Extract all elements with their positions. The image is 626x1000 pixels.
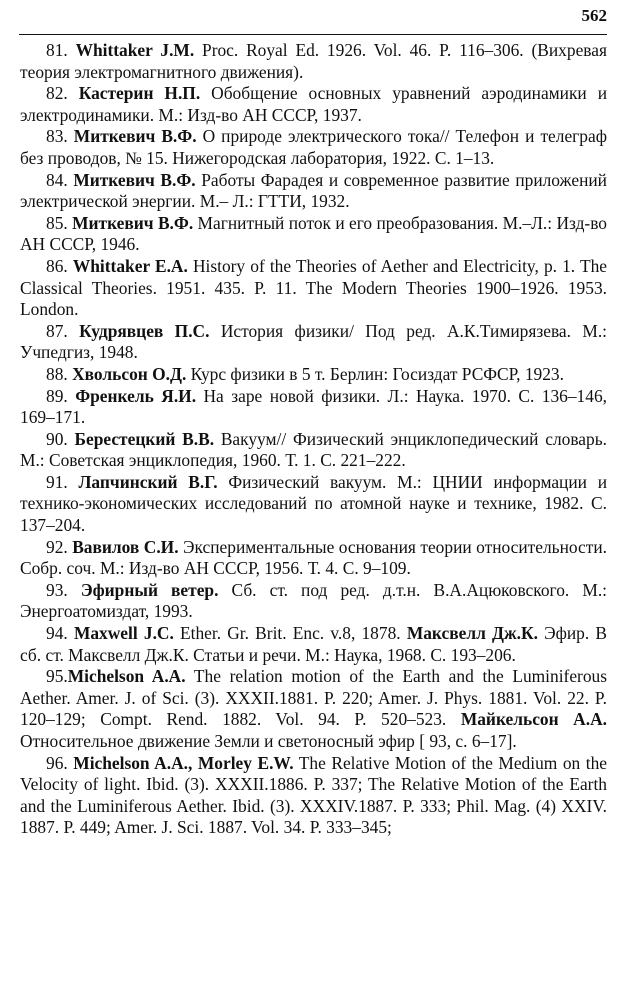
- reference-text: 96.: [46, 752, 74, 773]
- reference-author: Миткевич В.Ф.: [73, 126, 197, 147]
- reference-text: Физический вакуум. М.: ЦНИИ информации и технико-экономических исследований по атомной науке и технике, 1982. С. 137–204.: [20, 471, 607, 536]
- reference-text: History of the Theories of Aether and Electricity, p. 1. The Classical Theories. 1951. 435. P. 11. The Modern Theories 1900–1926. 1953. London.: [20, 255, 607, 320]
- reference-text: Вакуум// Физический энциклопедический словарь. М.: Советская энциклопедия, 1960. Т. 1. С. 221–222.: [20, 428, 607, 471]
- reference-item: [20, 666, 607, 752]
- reference-text: Относительное движение Земли и светоносный эфир [ 93, с. 6–17].: [20, 731, 517, 751]
- reference-text: 86.: [46, 255, 73, 276]
- reference-text: The relation motion of the Earth and the Luminiferous Aether. Amer. J. of Sci. (3). XXXII.1881. P. 220; Amer. J. Phys. 1881. Vol. 22. P. 120–129; Compt. Rend. 1882. Vol. 94. P. 520–523.: [20, 666, 608, 730]
- reference-text: 92.: [46, 536, 73, 557]
- reference-item: [20, 429, 607, 472]
- reference-author: Майкельсон А.А.: [460, 709, 607, 730]
- reference-author: Michelson A.A., Morley E.W.: [73, 752, 294, 773]
- reference-text: Proc. Royal Ed. 1926. Vol. 46. P. 116–306. (Вихревая теория электромагнитного движения).: [20, 40, 607, 82]
- reference-text: 94.: [46, 623, 74, 644]
- reference-text: 89.: [46, 385, 76, 406]
- reference-text: Курс физики в 5 т. Берлин: Госиздат РСФСР, 1923.: [186, 363, 564, 384]
- reference-author: Maxwell J.C.: [73, 623, 174, 644]
- reference-author: Whittaker J.M.: [75, 40, 195, 60]
- reference-author: Миткевич В.Ф.: [72, 212, 194, 233]
- reference-text: Сб. ст. под ред. д.т.н. В.А.Ацюковского. М.: Энергоатомиздат, 1993.: [20, 579, 607, 622]
- reference-text: О природе электрического тока// Телефон и телеграф без проводов, № 15. Нижегородская лаборатория, 1922. С. 1–13.: [20, 126, 607, 168]
- reference-item: [20, 40, 607, 83]
- reference-author: Берестецкий В.В.: [74, 428, 215, 449]
- reference-item: [20, 537, 607, 580]
- reference-text: 90.: [46, 428, 75, 449]
- reference-item: [20, 170, 607, 213]
- reference-author: Michelson A.A.: [67, 666, 186, 687]
- reference-item: [20, 364, 607, 386]
- reference-author: Максвелл Дж.К.: [406, 623, 538, 644]
- reference-item: [20, 213, 607, 256]
- reference-author: Кудрявцев П.С.: [79, 320, 210, 341]
- reference-text: Работы Фарадея и современное развитие приложений электрической энергии. М.– Л.: ГТТИ, 1932.: [20, 169, 607, 212]
- reference-item: [20, 386, 607, 429]
- reference-author: Эфирный ветер.: [80, 579, 219, 600]
- reference-item: [20, 126, 607, 169]
- reference-text: 85.: [46, 212, 73, 233]
- reference-author: Френкель Я.И.: [75, 385, 197, 406]
- reference-text: 93.: [46, 579, 81, 600]
- reference-text: 87.: [46, 320, 80, 341]
- reference-item: [20, 580, 607, 623]
- reference-text: 91.: [46, 471, 79, 492]
- reference-text: 88.: [46, 363, 73, 384]
- reference-author: Whittaker E.A.: [72, 255, 188, 276]
- page-number: 562: [581, 6, 607, 25]
- reference-author: Вавилов С.И.: [72, 536, 179, 557]
- reference-text: Магнитный поток и его преобразования. М.–Л.: Изд-во АН СССР, 1946.: [20, 212, 607, 255]
- reference-text: 95.: [46, 666, 68, 687]
- reference-text: 83.: [46, 126, 74, 147]
- reference-item: [20, 753, 607, 839]
- reference-item: [20, 472, 607, 537]
- reference-text: Эфир. В сб. ст. Максвелл Дж.К. Статьи и речи. М.: Наука, 1968. С. 193–206.: [20, 623, 607, 665]
- reference-list: [20, 40, 607, 839]
- reference-text: Экспериментальные основания теории относительности. Собр. соч. М.: Изд-во АН СССР, 1956. Т. 4. С. 9–109.: [20, 536, 608, 579]
- reference-text: 81.: [46, 40, 76, 60]
- reference-item: [20, 256, 607, 321]
- reference-author: Лапчинский В.Г.: [78, 471, 218, 492]
- reference-text: 82.: [46, 83, 79, 104]
- reference-text: 84.: [46, 169, 74, 190]
- reference-author: Кастерин Н.П.: [78, 83, 201, 104]
- reference-author: Миткевич В.Ф.: [73, 169, 196, 190]
- reference-text: На заре новой физики. Л.: Наука. 1970. С. 136–146, 169–171.: [20, 385, 607, 428]
- reference-text: Ether. Gr. Brit. Enc. v.8, 1878.: [173, 623, 407, 644]
- header-rule: [19, 34, 607, 35]
- reference-text: The Relative Motion of the Medium on the Velocity of light. Ibid. (3). XXXII.1886. P. 337; The Relative Motion of the Earth and the Luminiferous Aether. Ibid. (3). XXXIV.1887. P. 333; Phil. Mag. (4) XXIV. 1887. P. 449; Amer. J. Sci. 1887. Vol. 34. P. 333–345;: [20, 752, 607, 838]
- reference-item: [20, 321, 607, 364]
- reference-item: [20, 83, 607, 126]
- reference-author: Хвольсон О.Д.: [72, 363, 187, 384]
- reference-item: [20, 623, 607, 666]
- reference-text: Обобщение основных уравнений аэродинамики и электродинамики. М.: Изд-во АН СССР, 1937.: [20, 83, 607, 125]
- reference-text: История физики/ Под ред. А.К.Тимирязева. М.: Учпедгиз, 1948.: [20, 320, 608, 363]
